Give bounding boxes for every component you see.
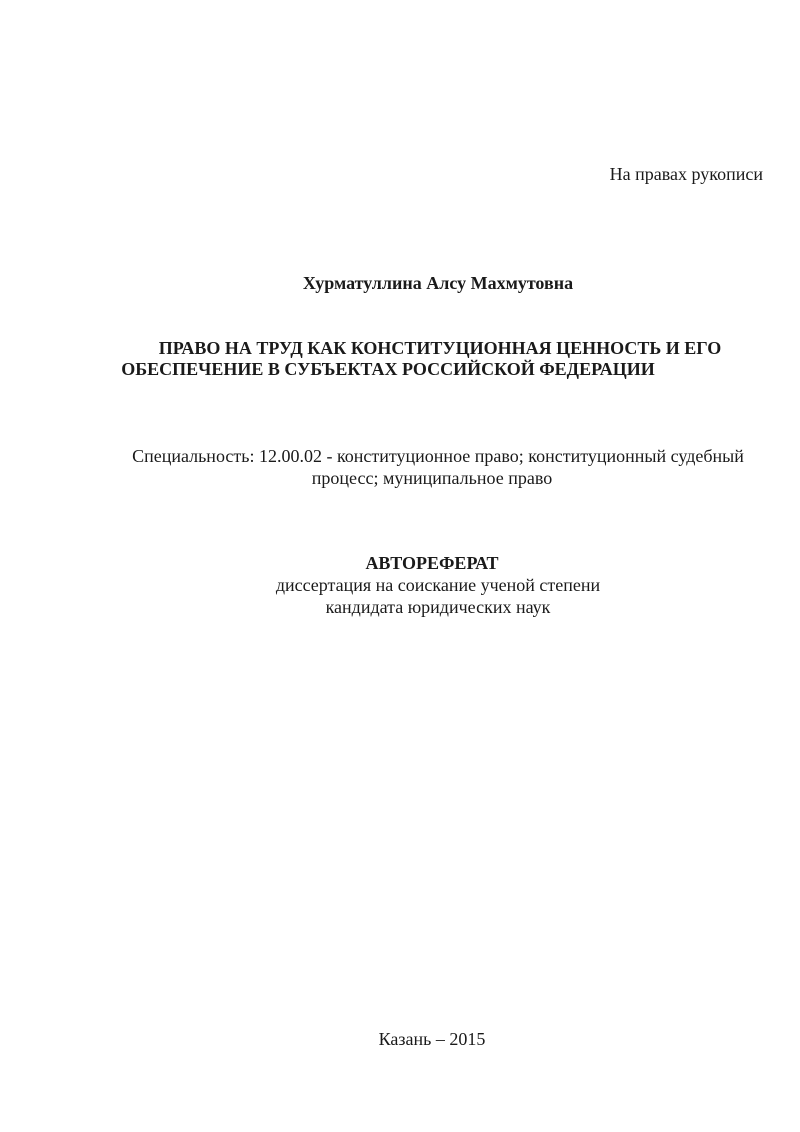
specialty-line-2: процесс; муниципальное право xyxy=(311,468,553,488)
title-line-2: ОБЕСПЕЧЕНИЕ В СУБЪЕКТАХ РОССИЙСКОЙ ФЕДЕРАЦИИ xyxy=(121,359,655,379)
rights-note: На правах рукописи xyxy=(609,164,763,184)
author-name: Хурматуллина Алсу Махмутовна xyxy=(302,273,574,293)
degree-line-1: диссертация на соискание ученой степени xyxy=(275,575,601,595)
degree-line-2: кандидата юридических наук xyxy=(325,597,551,617)
abstract-heading: АВТОРЕФЕРАТ xyxy=(365,553,499,573)
specialty-line-1: Специальность: 12.00.02 - конституционное право; конституционный судебный xyxy=(132,446,744,466)
city-year: Казань – 2015 xyxy=(378,1029,486,1049)
title-line-1: ПРАВО НА ТРУД КАК КОНСТИТУЦИОННАЯ ЦЕННОСТЬ И ЕГО xyxy=(158,338,722,358)
